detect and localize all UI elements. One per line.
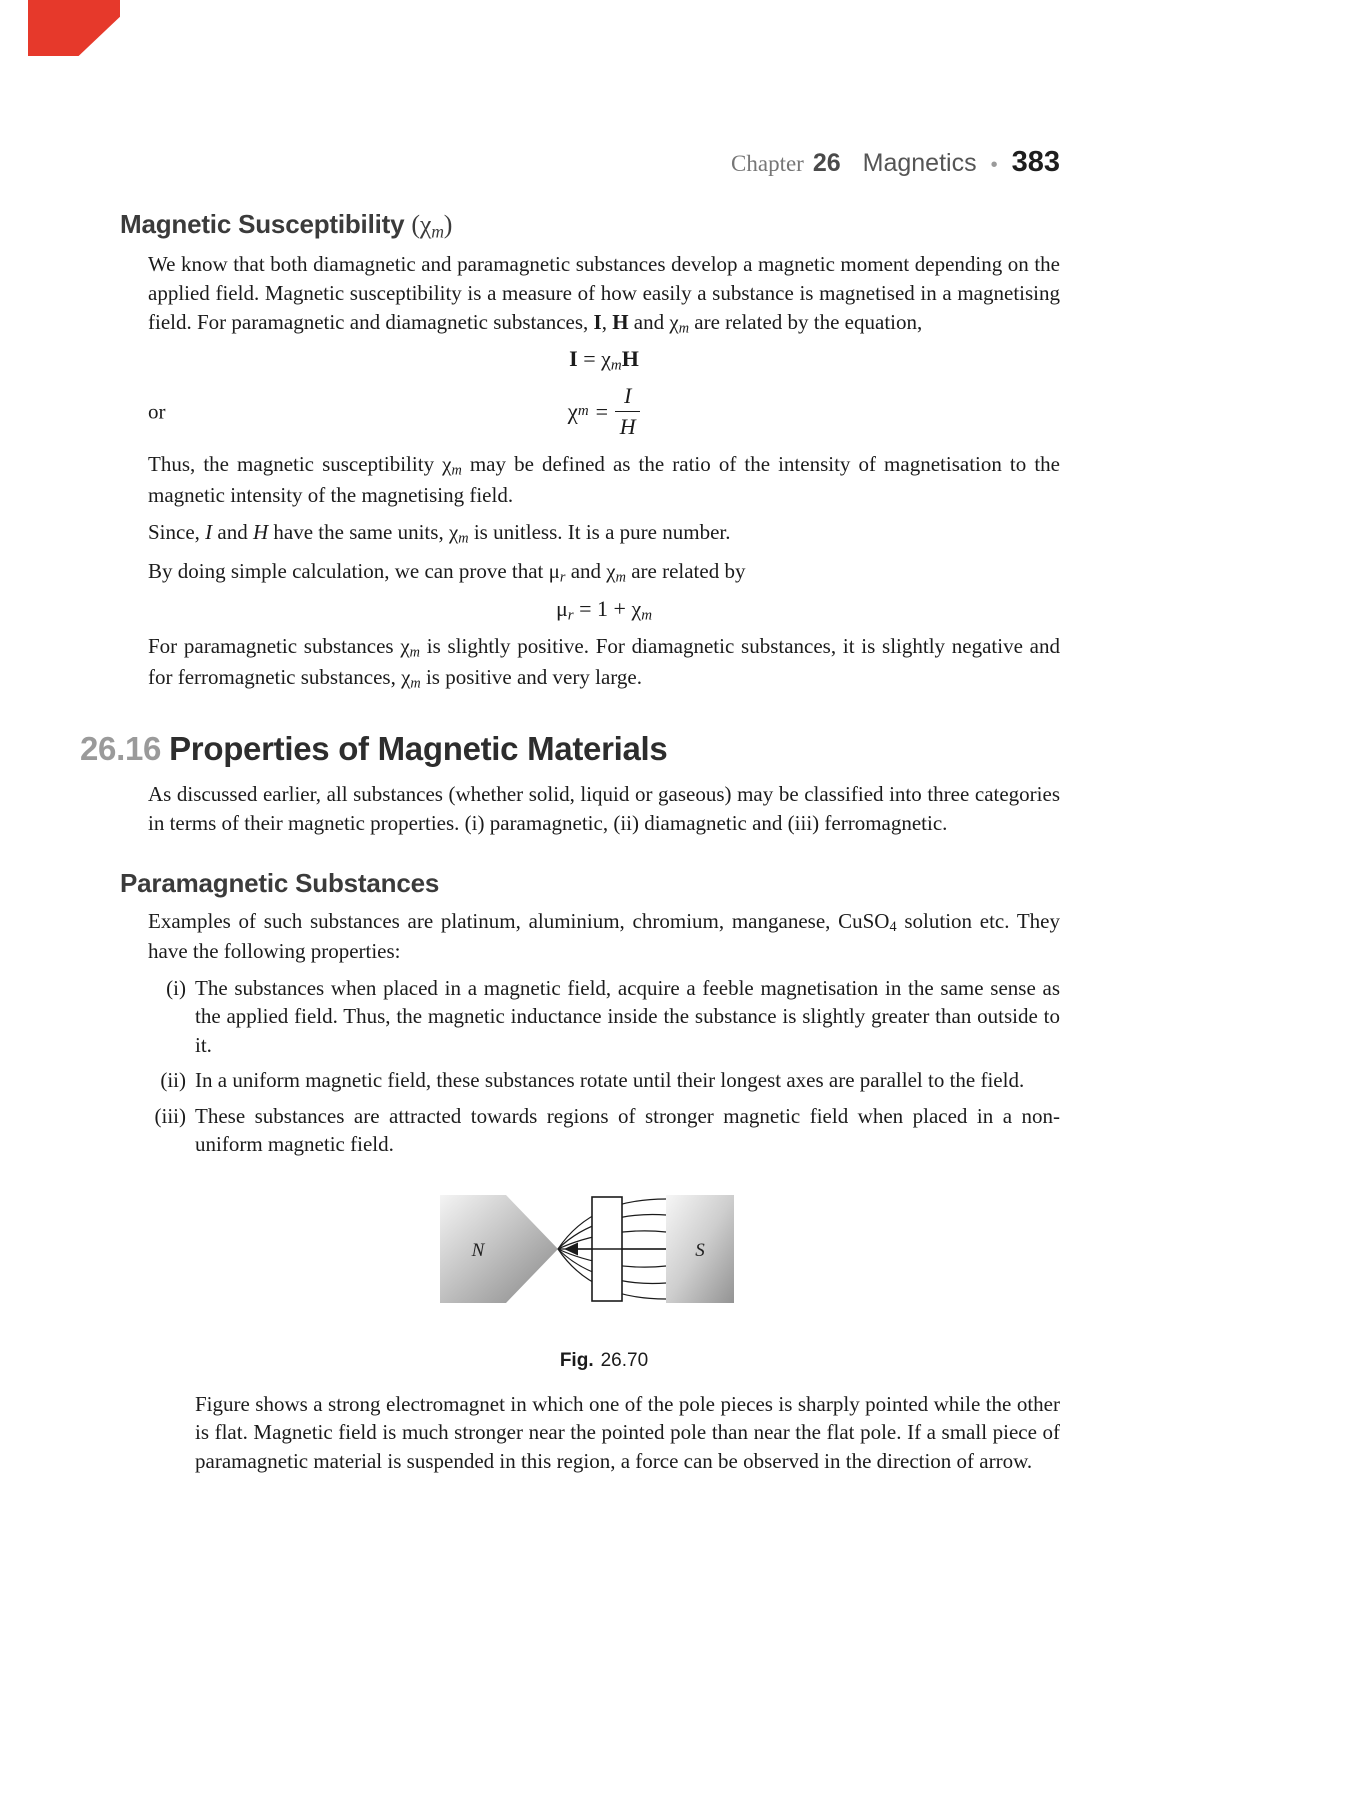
equals-sign: = — [595, 398, 609, 424]
list-item-text: These substances are attracted towards regions of stronger magnetic field when placed in a non-uniform magnetic field. — [195, 1103, 1060, 1157]
list-item-text: The substances when placed in a magnetic field, acquire a feeble magnetisation in the same sense as the applied field. Thus, the magnetic inductance inside the substance is slightly greater than outside to it. — [195, 975, 1060, 1057]
section-title: Properties of Magnetic Materials — [169, 730, 668, 768]
figure-electromagnet — [148, 1185, 1060, 1372]
header-bullet-icon: • — [990, 154, 998, 176]
paragraph-examples: Examples of such substances are platinum, aluminium, chromium, manganese, CuSO4 solution etc. They have the following properties: — [148, 908, 1061, 964]
paragraph-mu-relation: By doing simple calculation, we can prove that μr and χm are related by — [148, 558, 746, 586]
figure-caption — [148, 1350, 1060, 1372]
or-label: or — [148, 399, 166, 424]
list-item-i — [148, 974, 1060, 1060]
equation-i-equals-chi-h: I = χmH — [569, 346, 639, 375]
fraction-denominator: H — [619, 414, 636, 440]
paragraph-sign-of-chi: For paramagnetic substances χm is slightly positive. For diamagnetic substances, it is slightly negative and for ferromagnetic substances, χm is positive and very large. — [148, 634, 1060, 692]
equation-body — [568, 383, 641, 440]
list-item-number: (i) — [166, 975, 186, 1000]
chi-symbol: χ — [567, 398, 578, 424]
section-number: 26.16 — [80, 730, 162, 768]
pole-label-s: S — [695, 1239, 705, 1261]
fraction — [615, 383, 640, 440]
figure-caption-label: Fig. — [559, 1349, 594, 1371]
page-number: 383 — [1011, 146, 1060, 178]
chi-subscript: m — [577, 403, 589, 420]
equation-mu-r: μr = 1 + χm — [555, 595, 653, 624]
pole-label-n: N — [471, 1239, 485, 1261]
list-item-iii — [148, 1102, 1060, 1159]
paragraph-susceptibility-definition: Thus, the magnetic susceptibility χm may be defined as the ratio of the intensity of magnetisation to the magnetic intensity of the magnetising field. — [148, 452, 1060, 508]
paragraph-closing: Figure shows a strong electromagnet in which one of the pole pieces is sharply pointed while the other is flat. Magnetic field is much stronger near the pointed pole than near the flat pole. If a small piece of paramagnetic material is suspended in this region, a force can be observed in the direction of arrow. — [195, 1391, 1060, 1473]
list-item-number: (iii) — [154, 1103, 186, 1128]
chapter-label: Chapter — [731, 151, 804, 176]
electromagnet-diagram — [434, 1185, 774, 1335]
paragraph-section-intro: As discussed earlier, all substances (whether solid, liquid or gaseous) may be classified into three categories in terms of their magnetic properties. (i) paramagnetic, (ii) diamagnetic and (iii) ferromagnetic. — [148, 782, 1060, 835]
heading-paramagnetic-substances: Paramagnetic Substances — [120, 867, 440, 898]
list-item-number: (ii) — [160, 1068, 186, 1093]
figure-caption-number: 26.70 — [600, 1349, 649, 1371]
chapter-number: 26 — [812, 149, 841, 177]
running-header — [148, 146, 1060, 179]
page-corner-decoration — [28, 0, 120, 56]
heading-magnetic-susceptibility: Magnetic Susceptibility (χm) — [120, 209, 453, 242]
north-pole-shape — [440, 1195, 558, 1303]
paragraph-unitless: Since, I and H have the same units, χm is unitless. It is a pure number. — [148, 519, 731, 547]
section-heading-26-16 — [80, 730, 1060, 768]
page-content — [80, 0, 1061, 1484]
list-item-text: In a uniform magnetic field, these substances rotate until their longest axes are parallel to the field. — [195, 1068, 1025, 1093]
list-item-ii — [148, 1066, 1060, 1095]
fraction-numerator: I — [615, 383, 640, 412]
chapter-title: Magnetics — [862, 149, 977, 177]
paragraph-susceptibility-intro: We know that both diamagnetic and paramagnetic substances develop a magnetic moment depending on the applied field. Magnetic susceptibility is a measure of how easily a substance is magnetised in a magnetising field. For paramagnetic and diamagnetic substances, I, H and χm are related by the equation, — [148, 252, 1060, 337]
equation-chi-definition — [148, 383, 1060, 440]
